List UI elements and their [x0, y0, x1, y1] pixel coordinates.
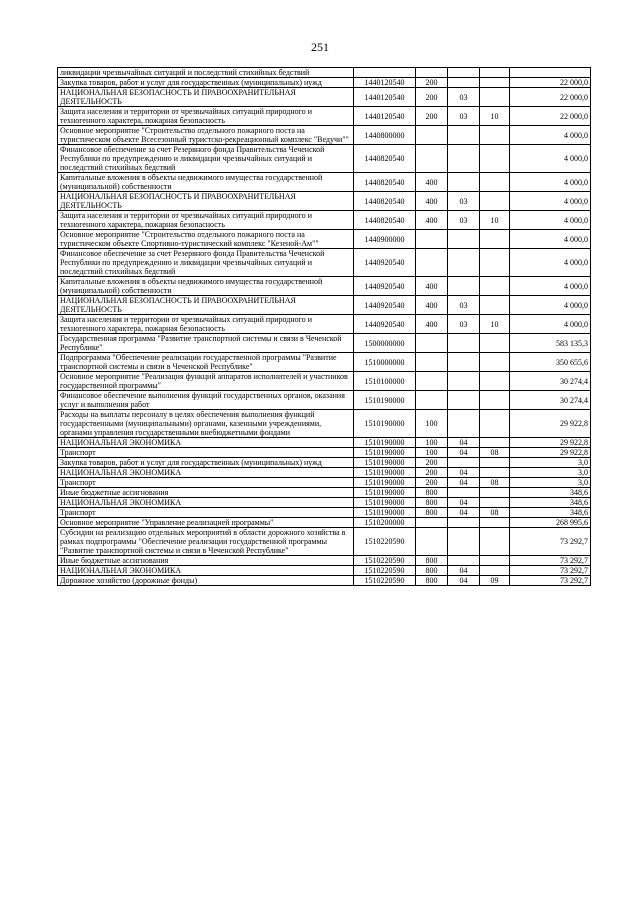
- table-row: [58, 296, 591, 315]
- expense-name-cell: Транспорт: [58, 508, 354, 518]
- amount-cell: 3,0: [510, 458, 591, 468]
- expense-name-cell: Дорожное хозяйство (дорожные фонды): [58, 576, 354, 586]
- section-cell: [448, 458, 480, 468]
- subsection-cell: [480, 68, 510, 78]
- expense-name-cell: Субсидии на реализацию отдельных мероприятий в области дорожного хозяйства в рамках подпрограммы "Обеспечение реализации государственной программы "Развитие транспортной системы и связи в Чеченской Республике": [58, 528, 354, 556]
- expense-name-cell: НАЦИОНАЛЬНАЯ ЭКОНОМИКА: [58, 566, 354, 576]
- target-article-cell: 1440920540: [354, 249, 416, 277]
- expense-name-cell: НАЦИОНАЛЬНАЯ ЭКОНОМИКА: [58, 468, 354, 478]
- amount-cell: 4 000,0: [510, 249, 591, 277]
- target-article-cell: 1510190000: [354, 478, 416, 488]
- target-article-cell: [354, 68, 416, 78]
- expense-name-cell: Капитальные вложения в объекты недвижимого имущества государственной (муниципальной) собственности: [58, 173, 354, 192]
- section-cell: [448, 145, 480, 173]
- expense-type-cell: [416, 518, 448, 528]
- expense-name-cell: НАЦИОНАЛЬНАЯ БЕЗОПАСНОСТЬ И ПРАВООХРАНИТЕЛЬНАЯ ДЕЯТЕЛЬНОСТЬ: [58, 192, 354, 211]
- section-cell: 04: [448, 438, 480, 448]
- amount-cell: 22 000,0: [510, 78, 591, 88]
- section-cell: 03: [448, 107, 480, 126]
- expense-name-cell: Транспорт: [58, 478, 354, 488]
- table-row: [58, 478, 591, 488]
- amount-cell: 350 655,6: [510, 353, 591, 372]
- section-cell: [448, 334, 480, 353]
- target-article-cell: 1510190000: [354, 438, 416, 448]
- target-article-cell: 1510190000: [354, 498, 416, 508]
- subsection-cell: 10: [480, 211, 510, 230]
- table-row: [58, 88, 591, 107]
- target-article-cell: 1440920540: [354, 315, 416, 334]
- table-row: [58, 277, 591, 296]
- expense-name-cell: НАЦИОНАЛЬНАЯ ЭКОНОМИКА: [58, 438, 354, 448]
- section-cell: [448, 518, 480, 528]
- section-cell: [448, 126, 480, 145]
- target-article-cell: 1510220590: [354, 556, 416, 566]
- expense-type-cell: 800: [416, 566, 448, 576]
- amount-cell: 4 000,0: [510, 277, 591, 296]
- table-row: [58, 488, 591, 498]
- amount-cell: 348,6: [510, 498, 591, 508]
- target-article-cell: 1510190000: [354, 391, 416, 410]
- amount-cell: 4 000,0: [510, 145, 591, 173]
- expense-type-cell: 800: [416, 488, 448, 498]
- amount-cell: 4 000,0: [510, 315, 591, 334]
- section-cell: 04: [448, 468, 480, 478]
- section-cell: 04: [448, 498, 480, 508]
- expense-type-cell: [416, 145, 448, 173]
- subsection-cell: [480, 192, 510, 211]
- expense-name-cell: Финансовое обеспечение за счет Резервного фонда Правительства Чеченской Республики по предупреждению и ликвидации чрезвычайных ситуаций и последствий стихийных бедствий: [58, 249, 354, 277]
- expense-type-cell: 800: [416, 498, 448, 508]
- section-cell: [448, 78, 480, 88]
- subsection-cell: [480, 88, 510, 107]
- expense-name-cell: Основное мероприятие "Управление реализацией программы": [58, 518, 354, 528]
- table-row: [58, 315, 591, 334]
- amount-cell: 3,0: [510, 478, 591, 488]
- amount-cell: 348,6: [510, 488, 591, 498]
- target-article-cell: 1510220590: [354, 528, 416, 556]
- budget-table-body: [58, 68, 591, 586]
- subsection-cell: [480, 438, 510, 448]
- expense-type-cell: 100: [416, 410, 448, 438]
- amount-cell: 22 000,0: [510, 88, 591, 107]
- amount-cell: [510, 68, 591, 78]
- target-article-cell: 1510190000: [354, 410, 416, 438]
- subsection-cell: [480, 528, 510, 556]
- section-cell: 04: [448, 478, 480, 488]
- subsection-cell: 08: [480, 478, 510, 488]
- target-article-cell: 1510190000: [354, 508, 416, 518]
- amount-cell: 3,0: [510, 468, 591, 478]
- subsection-cell: [480, 458, 510, 468]
- subsection-cell: [480, 249, 510, 277]
- expense-name-cell: НАЦИОНАЛЬНАЯ БЕЗОПАСНОСТЬ И ПРАВООХРАНИТЕЛЬНАЯ ДЕЯТЕЛЬНОСТЬ: [58, 296, 354, 315]
- expense-name-cell: Финансовое обеспечение выполнения функций государственных органов, оказания услуг и выполнения работ: [58, 391, 354, 410]
- target-article-cell: 1510000000: [354, 353, 416, 372]
- expense-name-cell: НАЦИОНАЛЬНАЯ ЭКОНОМИКА: [58, 498, 354, 508]
- section-cell: 04: [448, 448, 480, 458]
- section-cell: [448, 556, 480, 566]
- expense-name-cell: Иные бюджетные ассигнования: [58, 488, 354, 498]
- table-row: [58, 334, 591, 353]
- table-row: [58, 468, 591, 478]
- table-row: [58, 353, 591, 372]
- amount-cell: 4 000,0: [510, 173, 591, 192]
- expense-type-cell: 400: [416, 192, 448, 211]
- amount-cell: 348,6: [510, 508, 591, 518]
- subsection-cell: [480, 410, 510, 438]
- section-cell: [448, 249, 480, 277]
- expense-type-cell: 200: [416, 88, 448, 107]
- amount-cell: 4 000,0: [510, 230, 591, 249]
- subsection-cell: [480, 230, 510, 249]
- expense-type-cell: [416, 68, 448, 78]
- section-cell: 03: [448, 211, 480, 230]
- section-cell: [448, 353, 480, 372]
- target-article-cell: 1440820540: [354, 145, 416, 173]
- amount-cell: 73 292,7: [510, 556, 591, 566]
- section-cell: [448, 528, 480, 556]
- table-row: [58, 372, 591, 391]
- expense-type-cell: [416, 249, 448, 277]
- section-cell: 04: [448, 566, 480, 576]
- subsection-cell: [480, 173, 510, 192]
- amount-cell: 73 292,7: [510, 576, 591, 586]
- expense-type-cell: [416, 528, 448, 556]
- expense-type-cell: [416, 126, 448, 145]
- amount-cell: 583 135,3: [510, 334, 591, 353]
- amount-cell: 4 000,0: [510, 126, 591, 145]
- expense-type-cell: 400: [416, 211, 448, 230]
- amount-cell: 4 000,0: [510, 192, 591, 211]
- table-row: [58, 498, 591, 508]
- expense-name-cell: Финансовое обеспечение за счет Резервного фонда Правительства Чеченской Республики по предупреждению и ликвидации чрезвычайных ситуаций и последствий стихийных бедствий: [58, 145, 354, 173]
- subsection-cell: [480, 488, 510, 498]
- amount-cell: 29 922,8: [510, 438, 591, 448]
- table-row: [58, 145, 591, 173]
- subsection-cell: [480, 372, 510, 391]
- section-cell: 04: [448, 576, 480, 586]
- subsection-cell: [480, 498, 510, 508]
- table-row: [58, 576, 591, 586]
- expense-type-cell: 400: [416, 173, 448, 192]
- amount-cell: 29 922,8: [510, 448, 591, 458]
- section-cell: 03: [448, 296, 480, 315]
- expense-name-cell: Расходы на выплаты персоналу в целях обеспечения выполнения функций государственными (муниципальными) органами, казенными учреждениями, органами управления государственными внебюджетными фондами: [58, 410, 354, 438]
- table-row: [58, 78, 591, 88]
- amount-cell: 30 274,4: [510, 391, 591, 410]
- subsection-cell: [480, 468, 510, 478]
- target-article-cell: 1440920540: [354, 296, 416, 315]
- subsection-cell: [480, 556, 510, 566]
- amount-cell: 4 000,0: [510, 296, 591, 315]
- expense-type-cell: 400: [416, 296, 448, 315]
- expense-name-cell: Защита населения и территории от чрезвычайных ситуаций природного и техногенного характера, пожарная безопасность: [58, 107, 354, 126]
- expense-type-cell: 800: [416, 556, 448, 566]
- section-cell: [448, 410, 480, 438]
- target-article-cell: 1510190000: [354, 448, 416, 458]
- section-cell: [448, 277, 480, 296]
- expense-name-cell: Капитальные вложения в объекты недвижимого имущества государственной (муниципальной) собственности: [58, 277, 354, 296]
- table-row: [58, 249, 591, 277]
- subsection-cell: [480, 566, 510, 576]
- expense-type-cell: 800: [416, 576, 448, 586]
- amount-cell: 22 000,0: [510, 107, 591, 126]
- target-article-cell: 1510100000: [354, 372, 416, 391]
- target-article-cell: 1440120540: [354, 88, 416, 107]
- expense-name-cell: Иные бюджетные ассигнования: [58, 556, 354, 566]
- expense-type-cell: 100: [416, 438, 448, 448]
- subsection-cell: [480, 126, 510, 145]
- subsection-cell: [480, 391, 510, 410]
- target-article-cell: 1440820540: [354, 173, 416, 192]
- section-cell: 04: [448, 508, 480, 518]
- expense-name-cell: Транспорт: [58, 448, 354, 458]
- amount-cell: 4 000,0: [510, 211, 591, 230]
- subsection-cell: 08: [480, 448, 510, 458]
- target-article-cell: 1440120540: [354, 78, 416, 88]
- table-row: [58, 173, 591, 192]
- expense-name-cell: ликвидации чрезвычайных ситуаций и последствий стихийных бедствий: [58, 68, 354, 78]
- expense-name-cell: НАЦИОНАЛЬНАЯ БЕЗОПАСНОСТЬ И ПРАВООХРАНИТЕЛЬНАЯ ДЕЯТЕЛЬНОСТЬ: [58, 88, 354, 107]
- amount-cell: 30 274,4: [510, 372, 591, 391]
- target-article-cell: 1510190000: [354, 468, 416, 478]
- target-article-cell: 1500000000: [354, 334, 416, 353]
- table-row: [58, 192, 591, 211]
- page-number: 251: [311, 40, 329, 54]
- subsection-cell: [480, 145, 510, 173]
- budget-table: [57, 67, 591, 586]
- subsection-cell: [480, 78, 510, 88]
- expense-type-cell: 800: [416, 508, 448, 518]
- section-cell: [448, 230, 480, 249]
- table-row: [58, 448, 591, 458]
- amount-cell: 73 292,7: [510, 528, 591, 556]
- section-cell: 03: [448, 88, 480, 107]
- table-row: [58, 528, 591, 556]
- expense-type-cell: 200: [416, 78, 448, 88]
- expense-name-cell: Закупка товаров, работ и услуг для государственных (муниципальных) нужд: [58, 458, 354, 468]
- table-row: [58, 391, 591, 410]
- target-article-cell: 1510200000: [354, 518, 416, 528]
- target-article-cell: 1440820540: [354, 211, 416, 230]
- table-row: [58, 126, 591, 145]
- subsection-cell: 10: [480, 107, 510, 126]
- section-cell: 03: [448, 315, 480, 334]
- subsection-cell: [480, 277, 510, 296]
- expense-name-cell: Основное мероприятие "Реализация функций аппаратов исполнителей и участников государственной программы": [58, 372, 354, 391]
- expense-type-cell: 400: [416, 315, 448, 334]
- expense-name-cell: Основное мероприятие "Строительство отдельного пожарного поста на туристическом объекте Всесезонный туристско-рекреационный комплекс "Ведучи"": [58, 126, 354, 145]
- expense-type-cell: 200: [416, 107, 448, 126]
- table-row: [58, 230, 591, 249]
- subsection-cell: [480, 296, 510, 315]
- table-row: [58, 508, 591, 518]
- amount-cell: 29 922,8: [510, 410, 591, 438]
- target-article-cell: 1440820540: [354, 192, 416, 211]
- target-article-cell: 1510220590: [354, 566, 416, 576]
- expense-name-cell: Защита населения и территории от чрезвычайных ситуаций природного и техногенного характера, пожарная безопасность: [58, 211, 354, 230]
- table-row: [58, 438, 591, 448]
- expense-type-cell: 200: [416, 478, 448, 488]
- target-article-cell: 1440800000: [354, 126, 416, 145]
- subsection-cell: 08: [480, 508, 510, 518]
- table-row: [58, 556, 591, 566]
- expense-type-cell: 200: [416, 468, 448, 478]
- expense-type-cell: 200: [416, 458, 448, 468]
- expense-type-cell: 100: [416, 448, 448, 458]
- target-article-cell: 1510190000: [354, 488, 416, 498]
- expense-type-cell: [416, 391, 448, 410]
- target-article-cell: 1440920540: [354, 277, 416, 296]
- table-row: [58, 518, 591, 528]
- expense-name-cell: Защита населения и территории от чрезвычайных ситуаций природного и техногенного характера, пожарная безопасность: [58, 315, 354, 334]
- amount-cell: 268 995,6: [510, 518, 591, 528]
- target-article-cell: 1440120540: [354, 107, 416, 126]
- target-article-cell: 1440900000: [354, 230, 416, 249]
- section-cell: 03: [448, 192, 480, 211]
- expense-name-cell: Закупка товаров, работ и услуг для государственных (муниципальных) нужд: [58, 78, 354, 88]
- expense-type-cell: [416, 372, 448, 391]
- table-row: [58, 107, 591, 126]
- table-row: [58, 410, 591, 438]
- subsection-cell: 09: [480, 576, 510, 586]
- target-article-cell: 1510190000: [354, 458, 416, 468]
- expense-type-cell: [416, 230, 448, 249]
- expense-name-cell: Основное мероприятие "Строительство отдельного пожарного поста на туристическом объекте Спортивно-туристический комплекс "Кезеной-Ам"": [58, 230, 354, 249]
- section-cell: [448, 372, 480, 391]
- expense-type-cell: [416, 353, 448, 372]
- table-row: [58, 566, 591, 576]
- expense-name-cell: Подпрограмма "Обеспечение реализации государственной программы "Развитие транспортной системы и связи в Чеченской Республике": [58, 353, 354, 372]
- target-article-cell: 1510220590: [354, 576, 416, 586]
- subsection-cell: [480, 353, 510, 372]
- subsection-cell: [480, 334, 510, 353]
- expense-type-cell: 400: [416, 277, 448, 296]
- amount-cell: 73 292,7: [510, 566, 591, 576]
- subsection-cell: [480, 518, 510, 528]
- section-cell: [448, 391, 480, 410]
- section-cell: [448, 488, 480, 498]
- subsection-cell: 10: [480, 315, 510, 334]
- expense-name-cell: Государственная программа "Развитие транспортной системы и связи в Чеченской Республике": [58, 334, 354, 353]
- section-cell: [448, 68, 480, 78]
- section-cell: [448, 173, 480, 192]
- table-row: [58, 211, 591, 230]
- expense-type-cell: [416, 334, 448, 353]
- table-row: [58, 458, 591, 468]
- table-row: [58, 68, 591, 78]
